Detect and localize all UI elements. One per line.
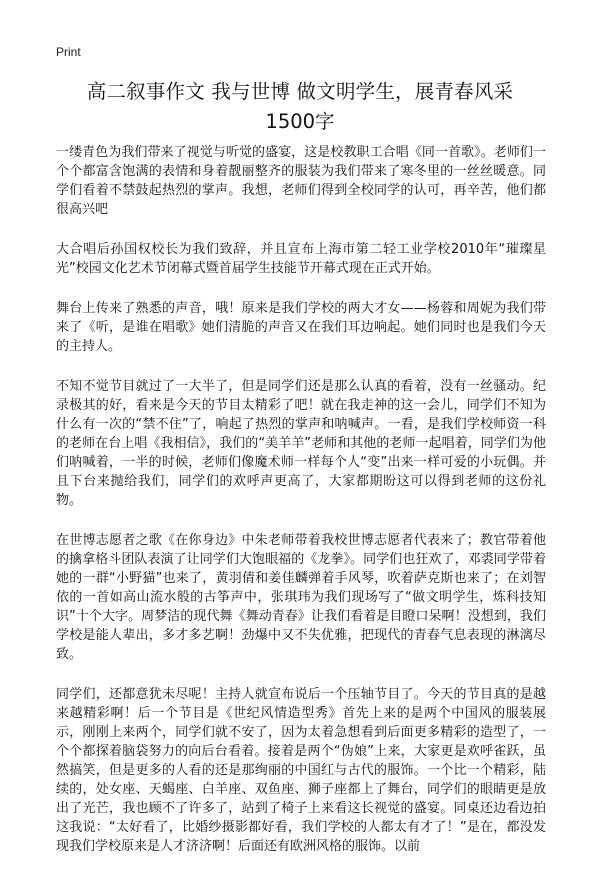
paragraph: 舞台上传来了熟悉的声音，哦！原来是我们学校的两大才女——杨蓉和周妮为我们带来了《听，是谁在唱歌》她们清脆的声音又在我们耳边响起。她们同时也是我们今天的主持人。 xyxy=(56,301,546,354)
word-count: 1500字 xyxy=(265,110,335,133)
paragraph: 在世博志愿者之歌《在你身边》中朱老师带着我校世博志愿者代表来了；教官带着他的擒拿格斗团队表演了让同学们大饱眼福的《龙拳》。同学们也狂欢了，邓裘同学带着她的一群“小野猫”也来了，黄羽倩和姜佳麟弹着手风琴，吹着萨克斯也来了；在刘智依的一首如高山流水般的古筝声中，张琪玮为我们现场写了“做文明学生，炼科技知识”十个大字。周梦洁的现代舞《舞动青春》让我们看着是目瞪口呆啊！没想到，我们学校是能人辈出，多才多艺啊！劲爆中又不失优雅，把现代的青春气息表现的淋漓尽致。 xyxy=(56,533,546,662)
essay-body xyxy=(56,143,546,877)
print-link[interactable]: Print xyxy=(56,45,81,59)
paragraph: 大合唱后孙国权校长为我们致辞，并且宣布上海市第二轻工业学校2010年“璀璨星光”校园文化艺术节闭幕式暨首届学生技能节开幕式现在正式开始。 xyxy=(56,242,546,276)
paragraph: 同学们，还都意犹未尽呢！主持人就宣布说后一个压轴节目了。今天的节目真的是越来越精彩啊！后一个节目是《世纪风情造型秀》首先上来的是两个中国风的服装展示，刚刚上来两个，同学们就不安了，因为太着急想看到后面更多精彩的造型了，一个个都探着脑袋努力的向后台看着。接着是两个“伪娘”上来，大家更是欢呼雀跃，虽然搞笑，但是更多的人看的还是那绚丽的中国红与古代的服饰。一个比一个精彩，陆续的，处女座、天蝎座、白羊座、双鱼座、狮子座都上了舞台，同学们的眼睛更是放出了光芒，我也顾不了许多了，站到了椅子上来看这长视觉的盛宴。同桌还边看边拍这我说：“太好看了，比婚纱摄影都好看，我们学校的人都太有才了！”是在，都没发现我们学校原来是人才济济啊！后面还有欧洲风格的服饰。以前 xyxy=(56,687,546,854)
paragraph: 不知不觉节目就过了一大半了，但是同学们还是那么认真的看着，没有一丝骚动。纪录极其的好，看来是今天的节目太精彩了吧！就在我走神的这一会儿，同学们不知为什么有一次的“禁不住”了，响起了热烈的掌声和呐喊声。一看，是我们学校师资一科的老师在台上唱《我相信》，我们的“美羊羊”老师和其他的老师一起唱着，同学们为他们呐喊着，一半的时候，老师们像魔术师一样每个人“变”出来一样可爱的小玩偶。并且下台来抛给我们，同学们的欢呼声更高了，大家都期盼这可以得到老师的这份礼物。 xyxy=(56,379,546,508)
page-title: 高二叙事作文 我与世博 做文明学生，展青春风采 xyxy=(86,80,514,103)
paragraph: 一缕青色为我们带来了视觉与听觉的盛宴，这是校教职工合唱《同一首歌》。老师们一个个都富含饱满的表情和身着靓丽整齐的服装为我们带来了寒冬里的一丝丝暖意。同学们看着不禁鼓起热烈的掌声。我想，老师们得到全校同学的认可，再辛苦，他们都很高兴吧 xyxy=(56,145,546,217)
